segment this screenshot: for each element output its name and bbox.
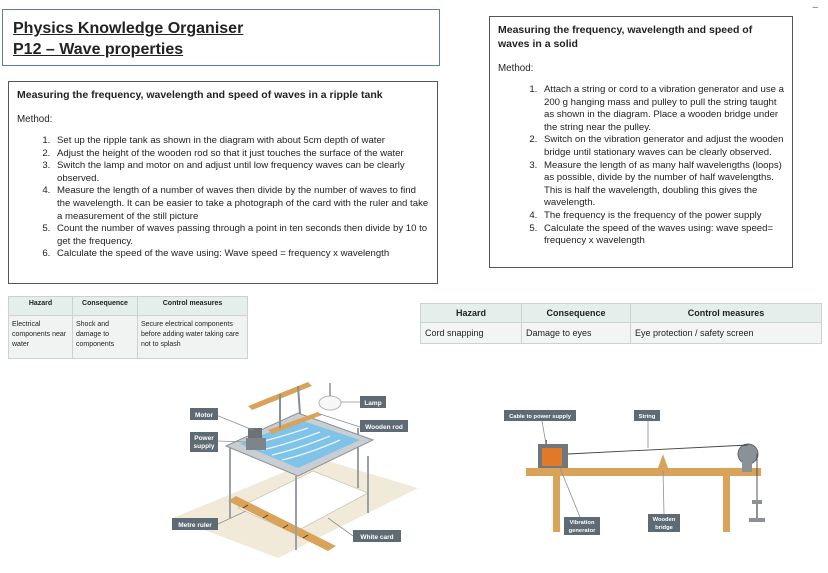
metre-ruler-label: Metre ruler (178, 522, 212, 529)
ripple-step: 3. Switch the lamp and motor on and adjust until low frequency waves can be clearly observed. (53, 160, 429, 185)
solid-hazard-table (420, 303, 822, 344)
solid-step: 3. Measure the length of as many half wavelengths (loops) as possible, divide by the number of half wavelengths. This is half the wavelength, doubling this gives the wavelength. (540, 160, 784, 210)
ripple-method-label: Method: (17, 114, 53, 125)
ripple-hazard-table (8, 296, 248, 359)
page-subtitle: P12 – Wave properties (13, 41, 184, 58)
table-row (9, 316, 248, 359)
string-wave-diagram (498, 402, 790, 542)
title-box (2, 9, 440, 66)
table-header: Control measures (138, 297, 248, 316)
ripple-tank-diagram (168, 368, 428, 563)
table-cell: Shock and damage to components (73, 316, 138, 359)
table-header: Hazard (9, 297, 73, 316)
string-line (568, 445, 748, 454)
solid-steps-list (498, 84, 784, 248)
ripple-step: 4. Measure the length of a number of waves then divide by the number of waves to find the wavelength. It can be easier to take a photograph of the card with the ruler and take a measurement of the still picture (53, 185, 429, 223)
table-header: Consequence (522, 304, 631, 323)
page-title: Physics Knowledge Organiser (13, 20, 244, 37)
bench-leg (723, 476, 730, 532)
table-cell: Eye protection / safety screen (631, 323, 822, 344)
vibration-generator-label: Vibration (569, 520, 595, 526)
power-supply-label: Power (194, 435, 214, 442)
motor-label: Motor (194, 412, 214, 419)
hanging-mass-shape (752, 500, 762, 504)
wooden-bridge-shape (658, 454, 668, 468)
ripple-tank-method-box (8, 81, 438, 284)
ripple-step: 6. Calculate the speed of the wave using: Wave speed = frequency x wavelength (53, 248, 429, 261)
ripple-method-title: Measuring the frequency, wavelength and speed of waves in a ripple tank (17, 89, 383, 101)
pulley-shape (738, 444, 758, 464)
wooden-rod-label: Wooden rod (365, 424, 403, 431)
table-header: Control measures (631, 304, 822, 323)
solid-step: 2. Switch on the vibration generator and adjust the wooden bridge until stationary waves can be clearly observed. (540, 134, 784, 159)
corner-mark: – (812, 2, 818, 13)
solid-step: 4. The frequency is the frequency of the power supply (540, 210, 784, 223)
cable-label: Cable to power supply (509, 414, 571, 420)
table-header: Consequence (73, 297, 138, 316)
bench-leg (553, 476, 560, 532)
solid-step: 1. Attach a string or cord to a vibration generator and use a 200 g hanging mass and pulley to pull the string taught as shown in the diagram. Place a wooden bridge under the string near the pulley. (540, 84, 784, 134)
ripple-step: 1. Set up the ripple tank as shown in the diagram with about 5cm depth of water (53, 135, 429, 148)
string-label: String (638, 414, 656, 420)
table-cell: Damage to eyes (522, 323, 631, 344)
solid-method-title: Measuring the frequency, wavelength and speed of waves in a solid (498, 24, 753, 50)
power-supply-shape (246, 438, 266, 450)
solid-step: 5. Calculate the speed of the waves using: wave speed= frequency x wavelength (540, 223, 784, 248)
table-cell: Electrical components near water (9, 316, 73, 359)
power-supply-label: supply (193, 443, 215, 450)
table-cell: Secure electrical components before adding water taking care not to splash (138, 316, 248, 359)
lamp-label: Lamp (364, 400, 382, 407)
white-card-label: White card (360, 534, 394, 541)
ripple-step: 5. Count the number of waves passing through a point in ten seconds then divide by 10 to get the frequency. (53, 223, 429, 248)
table-cell: Cord snapping (421, 323, 522, 344)
motor-shape (248, 428, 262, 438)
table-row (421, 323, 822, 344)
wooden-bridge-label: Wooden (652, 517, 676, 523)
vibration-generator-label: generator (568, 528, 596, 534)
solid-method-label: Method: (498, 63, 534, 74)
lamp-shape (319, 396, 341, 410)
ripple-steps-list (17, 135, 429, 261)
solid-method-box (489, 16, 793, 268)
ripple-step: 2. Adjust the height of the wooden rod so that it just touches the surface of the water (53, 148, 429, 161)
wooden-bridge-label: bridge (655, 525, 673, 531)
table-header: Hazard (421, 304, 522, 323)
